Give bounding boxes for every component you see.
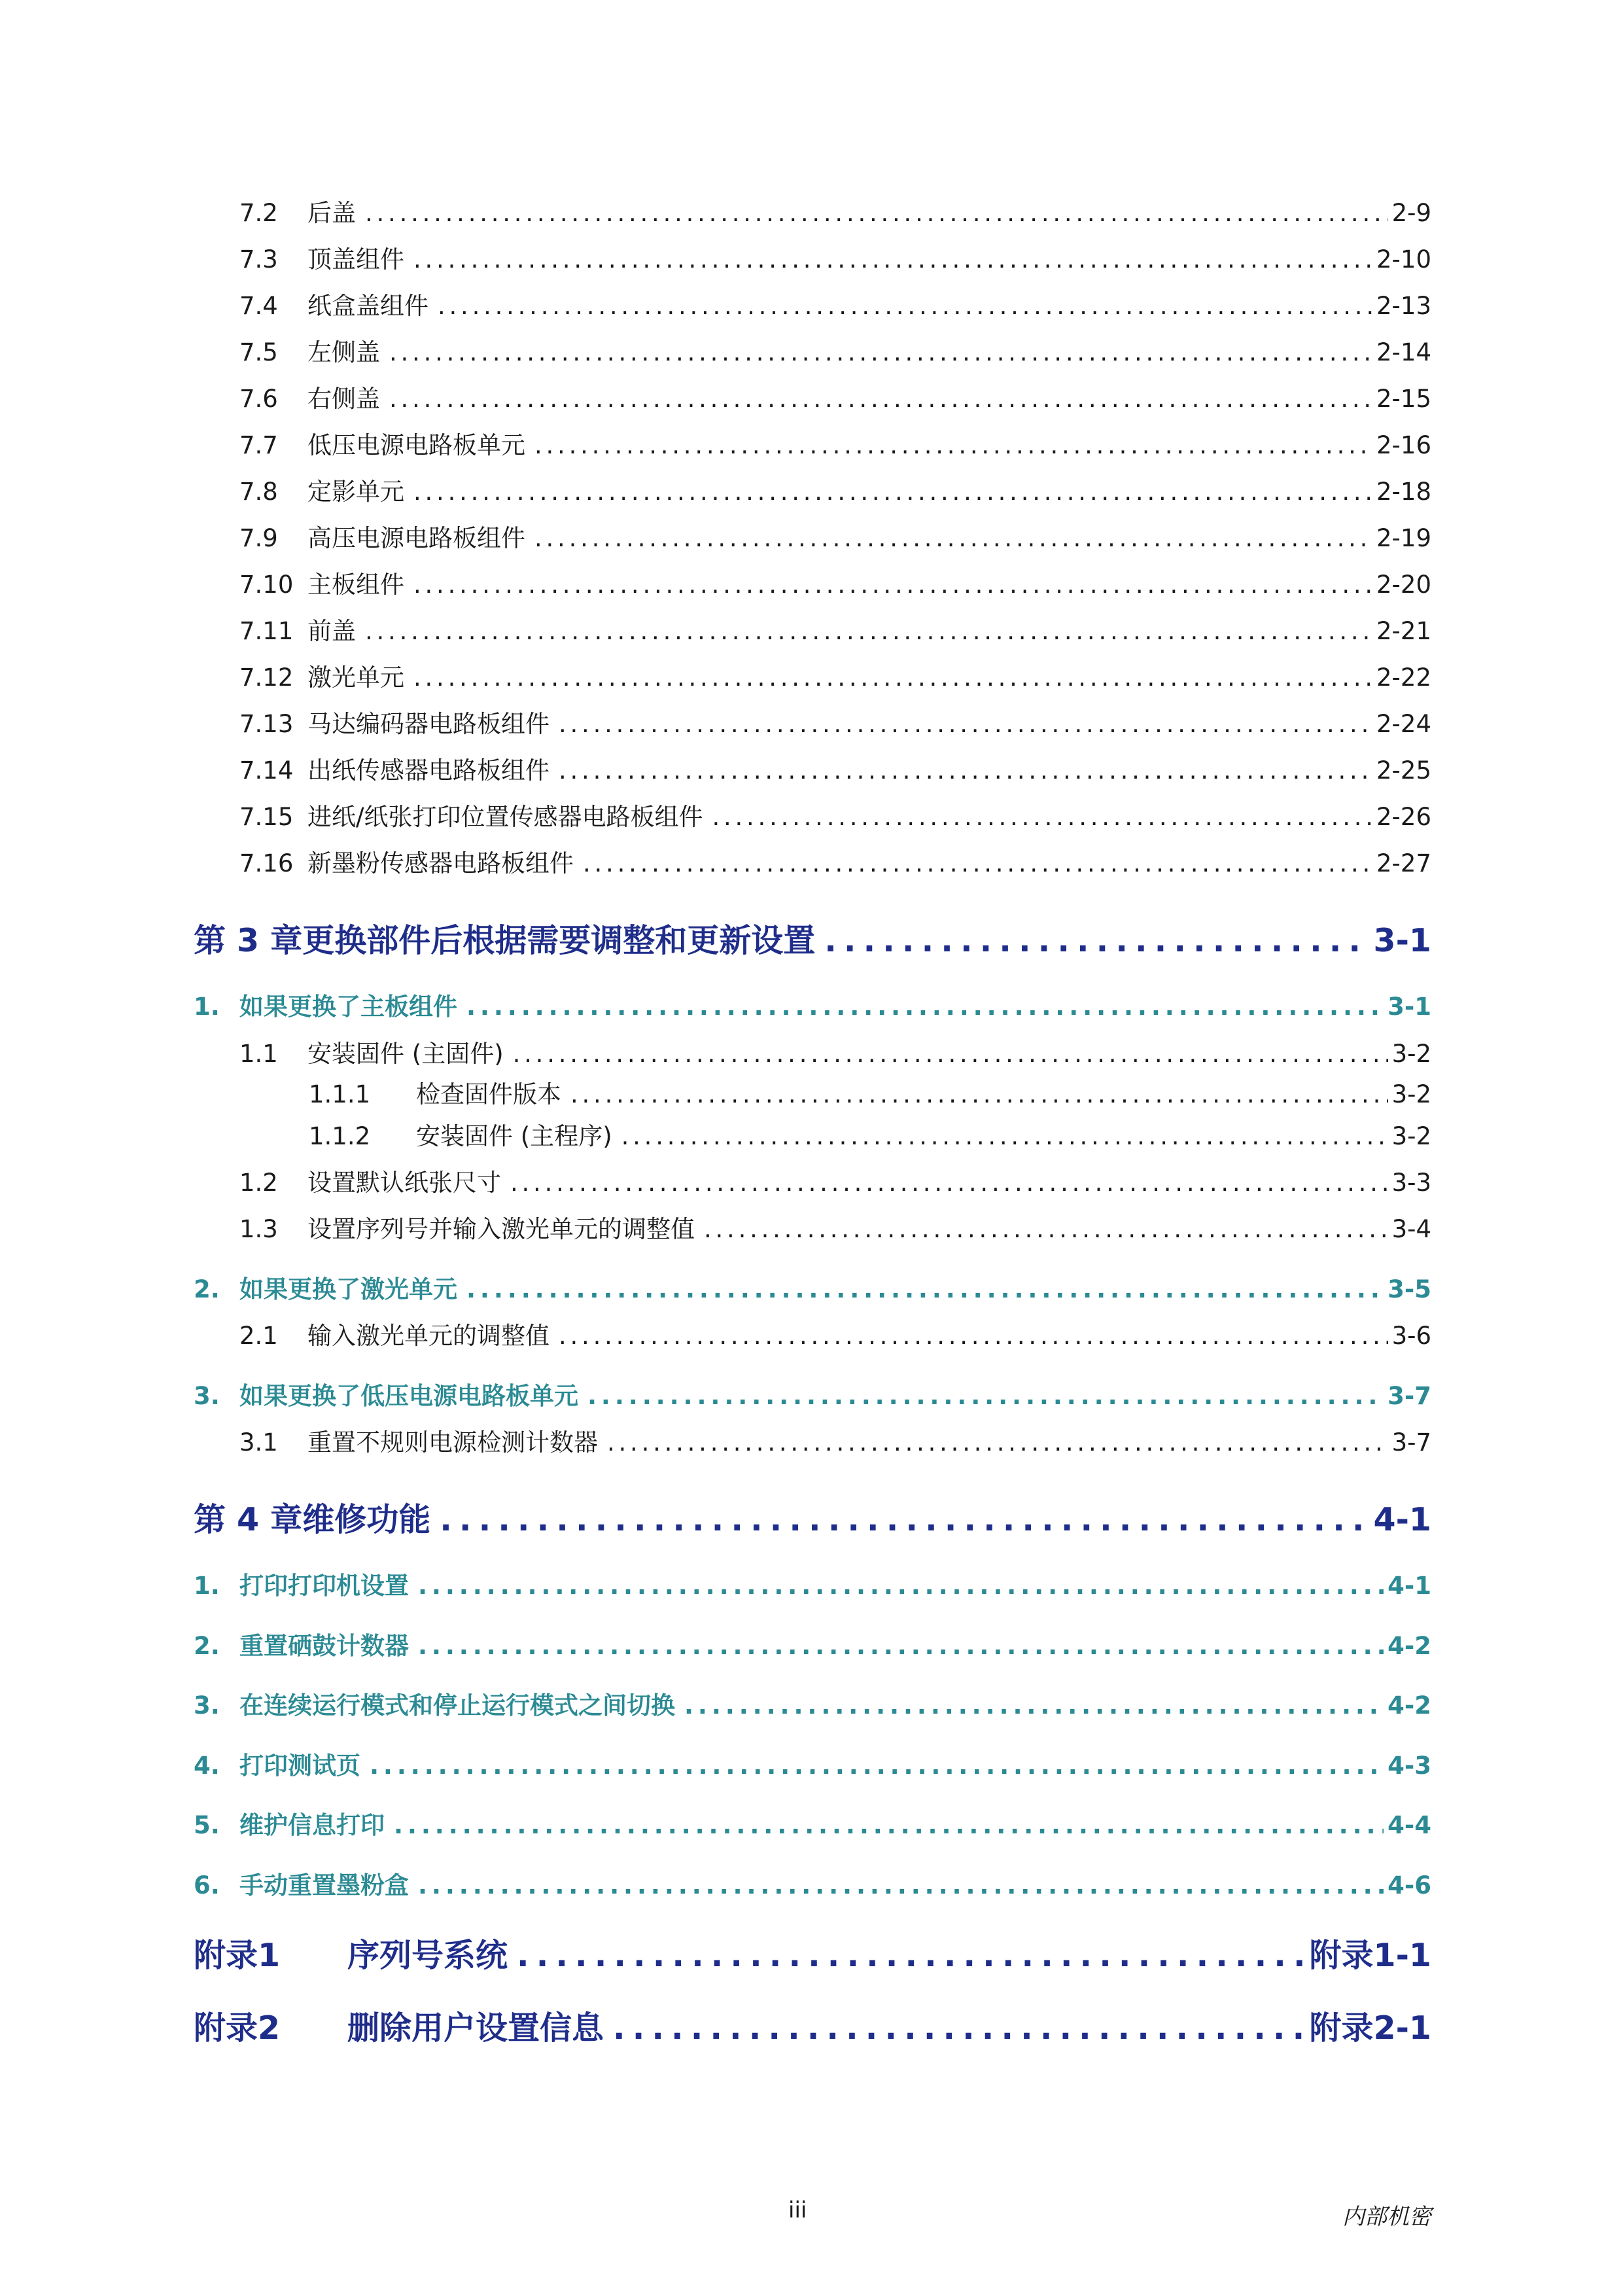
toc-entry[interactable] (239, 843, 1431, 879)
toc-entry-number: 7.8 (239, 478, 278, 506)
toc-entry[interactable] (239, 518, 1431, 554)
toc-entry-number: 2.1 (239, 1322, 278, 1350)
toc-entry-title: 进纸/纸张打印位置传感器电路板组件 (307, 803, 703, 831)
dot-leader (440, 1501, 1369, 1538)
toc-section[interactable] (194, 987, 1431, 1022)
toc-entry-title: 低压电源电路板单元 (307, 431, 525, 459)
toc-entry[interactable] (239, 658, 1431, 693)
toc-section-title: 维护信息打印 (239, 1811, 385, 1839)
dot-leader (534, 431, 1372, 459)
dot-leader (413, 571, 1372, 599)
toc-entry-page: 2-18 (1376, 478, 1431, 506)
toc-section-title: 如果更换了激光单元 (239, 1275, 457, 1303)
toc-entry-title: 左侧盖 (307, 338, 380, 366)
toc-section-page: 4-4 (1387, 1811, 1431, 1839)
toc-entry-title: 主板组件 (307, 571, 404, 599)
page-number: iii (788, 2197, 807, 2223)
toc-section[interactable] (194, 1686, 1431, 1721)
toc-appendix-page: 附录2-1 (1309, 2009, 1431, 2047)
dot-leader (413, 663, 1372, 692)
toc-entry-number: 7.16 (239, 849, 294, 877)
toc-entry-title: 右侧盖 (307, 385, 380, 413)
toc-section-number: 6. (194, 1871, 220, 1899)
toc-entry[interactable] (239, 1163, 1431, 1198)
dot-leader (712, 803, 1372, 831)
toc-entry-title: 新墨粉传感器电路板组件 (307, 849, 574, 877)
dot-leader (466, 993, 1384, 1021)
toc-subentry-number: 1.1.2 (309, 1122, 371, 1150)
dot-leader (559, 756, 1372, 785)
toc-appendix[interactable] (194, 1930, 1431, 1976)
toc-entry-number: 7.2 (239, 199, 278, 227)
toc-entry-page: 3-2 (1391, 1040, 1431, 1068)
toc-entry[interactable] (239, 332, 1431, 368)
dot-leader (517, 1937, 1305, 1974)
toc-appendix-number: 附录2 (194, 2009, 281, 2047)
toc-section-number: 2. (194, 1632, 220, 1660)
toc-entry-title: 安装固件 (主固件) (307, 1040, 504, 1068)
toc-entry[interactable] (239, 239, 1431, 275)
toc-entry[interactable] (239, 797, 1431, 832)
toc-section-page: 3-5 (1387, 1275, 1431, 1303)
toc-entry-title: 设置序列号并输入激光单元的调整值 (307, 1215, 695, 1243)
toc-chapter-title: 更换部件后根据需要调整和更新设置 (302, 922, 816, 959)
toc-entry[interactable] (239, 1209, 1431, 1245)
dot-leader (466, 1275, 1384, 1303)
toc-appendix-page: 附录1-1 (1309, 1937, 1431, 1974)
toc-section-number: 4. (194, 1752, 220, 1780)
toc-entry-number: 7.12 (239, 663, 294, 692)
dot-leader (389, 385, 1372, 413)
toc-entry-title: 定影单元 (307, 478, 404, 506)
toc-chapter-page: 4-1 (1373, 1501, 1431, 1538)
toc-entry-page: 2-10 (1376, 245, 1431, 274)
dot-leader (394, 1811, 1384, 1839)
toc-subentry[interactable] (309, 1116, 1431, 1152)
dot-leader (534, 524, 1372, 552)
toc-entry-number: 7.15 (239, 803, 294, 831)
toc-entry-page: 2-24 (1376, 710, 1431, 738)
toc-chapter-page: 3-1 (1373, 922, 1431, 959)
toc-section-number: 1. (194, 1572, 220, 1600)
toc-entry-page: 2-9 (1391, 199, 1431, 227)
toc-section-page: 4-2 (1387, 1632, 1431, 1660)
toc-section-page: 4-6 (1387, 1871, 1431, 1899)
toc-section-number: 3. (194, 1691, 220, 1720)
toc-entry[interactable] (239, 379, 1431, 414)
dot-leader (559, 710, 1372, 738)
toc-entry-number: 7.13 (239, 710, 294, 738)
toc-entry-page: 2-16 (1376, 431, 1431, 459)
toc-entry[interactable] (239, 704, 1431, 739)
toc-entry-number: 3.1 (239, 1428, 278, 1457)
dot-leader (418, 1871, 1384, 1899)
toc-subentry[interactable] (309, 1074, 1431, 1110)
dot-leader (613, 2009, 1305, 2047)
toc-section[interactable] (194, 1376, 1431, 1411)
toc-entry-title: 设置默认纸张尺寸 (307, 1169, 501, 1197)
dot-leader (583, 849, 1372, 877)
toc-chapter-number: 第 4 章 (194, 1501, 303, 1538)
dot-leader (418, 1632, 1384, 1660)
toc-section[interactable] (194, 1865, 1431, 1901)
toc-entry[interactable] (239, 1316, 1431, 1351)
toc-entry-page: 2-26 (1376, 803, 1431, 831)
dot-leader (684, 1691, 1384, 1720)
toc-section-title: 重置硒鼓计数器 (239, 1632, 409, 1660)
dot-leader (587, 1382, 1384, 1410)
toc-appendix-title: 序列号系统 (347, 1937, 508, 1974)
toc-entry-page: 2-22 (1376, 663, 1431, 692)
toc-entry-number: 7.6 (239, 385, 278, 413)
dot-leader (370, 1752, 1384, 1780)
toc-section-title: 如果更换了低压电源电路板单元 (239, 1382, 578, 1410)
toc-section-page: 4-3 (1387, 1752, 1431, 1780)
toc-entry[interactable] (239, 193, 1431, 228)
toc-entry-page: 2-14 (1376, 338, 1431, 366)
toc-entry-number: 7.3 (239, 245, 278, 274)
dot-leader (570, 1080, 1388, 1108)
toc-chapter-number: 第 3 章 (194, 922, 303, 959)
toc-entry-number: 1.3 (239, 1215, 278, 1243)
toc-entry[interactable] (239, 472, 1431, 507)
toc-section[interactable] (194, 1566, 1431, 1601)
toc-chapter-title: 维修功能 (302, 1501, 431, 1538)
toc-section[interactable] (194, 1269, 1431, 1305)
toc-entry-title: 马达编码器电路板组件 (307, 710, 550, 738)
toc-subentry-page: 3-2 (1391, 1122, 1431, 1150)
dot-leader (438, 292, 1372, 320)
toc-entry[interactable] (239, 611, 1431, 646)
toc-entry-number: 7.9 (239, 524, 278, 552)
toc-section-title: 在连续运行模式和停止运行模式之间切换 (239, 1691, 675, 1720)
toc-section-number: 3. (194, 1382, 220, 1410)
toc-entry-title: 前盖 (307, 617, 356, 645)
toc-entry-page: 2-20 (1376, 571, 1431, 599)
toc-section[interactable] (194, 1626, 1431, 1661)
toc-entry-page: 3-7 (1391, 1428, 1431, 1457)
toc-entry-page: 3-4 (1391, 1215, 1431, 1243)
toc-section-number: 5. (194, 1811, 220, 1839)
toc-section-page: 4-1 (1387, 1572, 1431, 1600)
toc-entry-number: 7.4 (239, 292, 278, 320)
toc-entry-page: 2-25 (1376, 756, 1431, 785)
toc-section[interactable] (194, 1805, 1431, 1841)
dot-leader (365, 199, 1388, 227)
toc-entry-title: 后盖 (307, 199, 356, 227)
toc-entry-title: 重置不规则电源检测计数器 (307, 1428, 598, 1457)
toc-entry-title: 输入激光单元的调整值 (307, 1322, 550, 1350)
toc-entry-number: 1.1 (239, 1040, 278, 1068)
toc-entry-page: 2-19 (1376, 524, 1431, 552)
toc-subentry-title: 安装固件 (主程序) (416, 1122, 612, 1150)
toc-entry-title: 顶盖组件 (307, 245, 404, 274)
toc-section-title: 打印打印机设置 (239, 1572, 409, 1600)
toc-entry[interactable] (239, 286, 1431, 321)
toc-entry-number: 7.14 (239, 756, 294, 785)
dot-leader (824, 922, 1369, 959)
dot-leader (621, 1122, 1388, 1150)
toc-entry-title: 出纸传感器电路板组件 (307, 756, 550, 785)
toc-section-title: 打印测试页 (239, 1752, 360, 1780)
toc-entry[interactable] (239, 1034, 1431, 1069)
toc-entry[interactable] (239, 751, 1431, 786)
toc-appendix[interactable] (194, 2003, 1431, 2049)
toc-entry-title: 高压电源电路板组件 (307, 524, 525, 552)
toc-appendix-title: 删除用户设置信息 (347, 2009, 604, 2047)
toc-appendix-number: 附录1 (194, 1937, 281, 1974)
toc-section-title: 手动重置墨粉盒 (239, 1871, 409, 1899)
toc-entry-title: 激光单元 (307, 663, 404, 692)
toc-chapter[interactable] (194, 915, 1431, 961)
toc-subentry-title: 检查固件版本 (416, 1080, 561, 1108)
toc-section-number: 1. (194, 993, 220, 1021)
dot-leader (418, 1572, 1384, 1600)
dot-leader (513, 1040, 1388, 1068)
confidential-label: 内部机密 (1342, 2204, 1431, 2230)
toc-section-page: 3-7 (1387, 1382, 1431, 1410)
dot-leader (607, 1428, 1388, 1457)
dot-leader (365, 617, 1372, 645)
toc-section-page: 4-2 (1387, 1691, 1431, 1720)
dot-leader (413, 245, 1372, 274)
toc-entry-number: 7.7 (239, 431, 278, 459)
toc-entry-page: 2-15 (1376, 385, 1431, 413)
toc-entry-page: 2-13 (1376, 292, 1431, 320)
dot-leader (559, 1322, 1388, 1350)
dot-leader (413, 478, 1372, 506)
dot-leader (704, 1215, 1388, 1243)
toc-subentry-number: 1.1.1 (309, 1080, 371, 1108)
toc-entry[interactable] (239, 1422, 1431, 1458)
dot-leader (510, 1169, 1388, 1197)
toc-entry-number: 7.10 (239, 571, 294, 599)
toc-section-page: 3-1 (1387, 993, 1431, 1021)
toc-entry-page: 3-3 (1391, 1169, 1431, 1197)
toc-entry-number: 7.11 (239, 617, 294, 645)
toc-section-title: 如果更换了主板组件 (239, 993, 457, 1021)
toc-section[interactable] (194, 1746, 1431, 1781)
toc-entry[interactable] (239, 565, 1431, 600)
toc-section-number: 2. (194, 1275, 220, 1303)
toc-chapter[interactable] (194, 1494, 1431, 1540)
toc-entry-number: 1.2 (239, 1169, 278, 1197)
toc-entry[interactable] (239, 425, 1431, 461)
toc-entry-title: 纸盒盖组件 (307, 292, 428, 320)
toc-entry-page: 3-6 (1391, 1322, 1431, 1350)
toc-entry-page: 2-21 (1376, 617, 1431, 645)
dot-leader (389, 338, 1372, 366)
toc-entry-number: 7.5 (239, 338, 278, 366)
toc-subentry-page: 3-2 (1391, 1080, 1431, 1108)
toc-entry-page: 2-27 (1376, 849, 1431, 877)
